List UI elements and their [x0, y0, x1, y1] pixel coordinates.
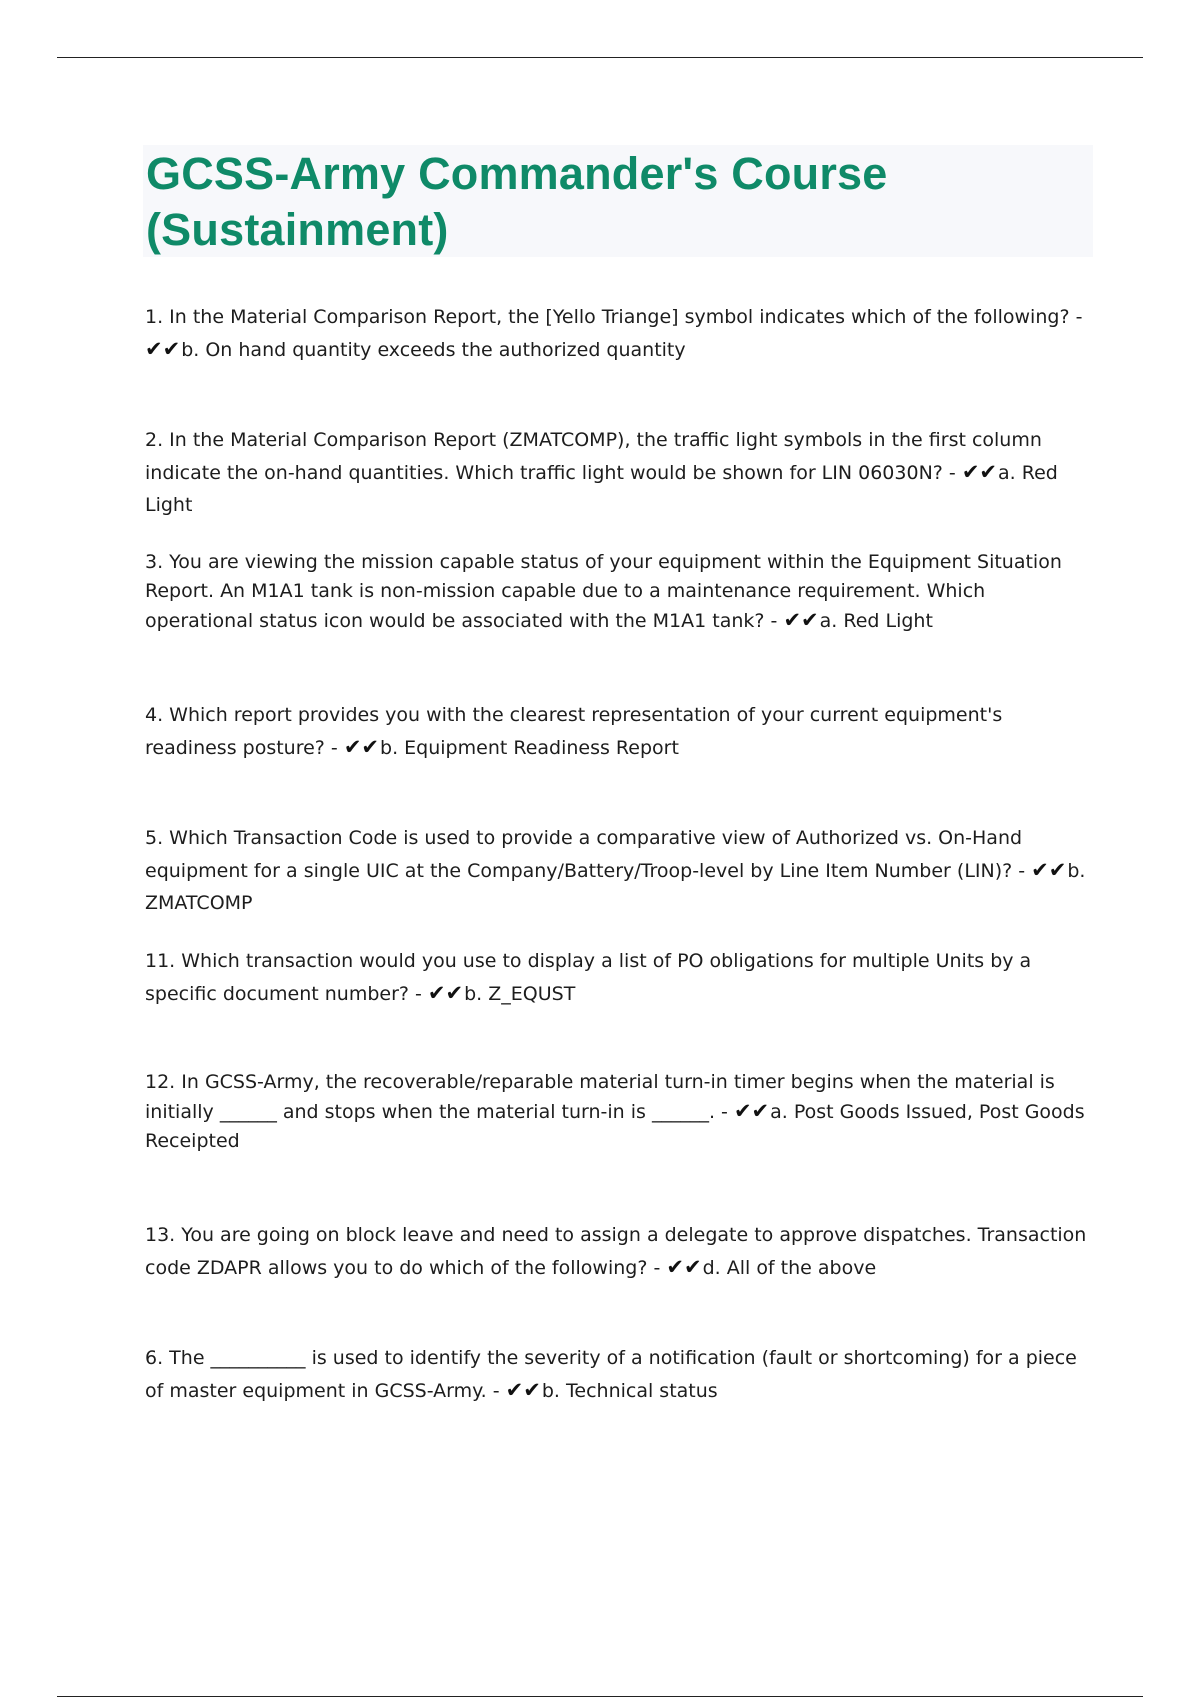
qa-item-6 — [145, 1342, 1091, 1407]
double-check-icon: ✔✔ — [783, 608, 819, 632]
question-text: 5. Which Transaction Code is used to provide a comparative view of Authorized vs. On-Hand equipment for a single UIC at the Company/Battery/Troop-level by Line Item Number (LIN)? - — [145, 827, 1026, 882]
answer-text: a. Post Goods Issued, Post Goods Receipted — [145, 1101, 1085, 1152]
double-check-icon: ✔✔ — [666, 1255, 702, 1279]
double-check-icon: ✔✔ — [343, 735, 380, 759]
qa-item-13 — [145, 1219, 1091, 1284]
answer-text: b. On hand quantity exceeds the authorized quantity — [181, 339, 686, 361]
double-check-icon: ✔✔ — [145, 337, 181, 361]
question-text: 6. The __________ is used to identify the severity of a notification (fault or shortcoming) for a piece of master equipment in GCSS-Army. - — [145, 1347, 1077, 1402]
question-text: 11. Which transaction would you use to display a list of PO obligations for multiple Units by a specific document number? - — [145, 950, 1032, 1005]
answer-text: a. Red Light — [819, 610, 933, 632]
double-check-icon: ✔✔ — [733, 1099, 770, 1123]
double-check-icon: ✔✔ — [961, 460, 998, 484]
question-text: 12. In GCSS-Army, the recoverable/reparable material turn-in timer begins when the material is initially ______ and stops when the material turn-in is ______. - — [145, 1071, 1055, 1123]
question-text: 3. You are viewing the mission capable status of your equipment within the Equipment Situation Report. An M1A1 tank is non-mission capable due to a maintenance requirement. Which operational status icon would be associated with the M1A1 tank? - — [145, 551, 1062, 632]
qa-item-12 — [145, 1068, 1091, 1156]
question-text: 13. You are going on block leave and need to assign a delegate to approve dispatches. Transaction code ZDAPR allows you to do which of the following? - — [145, 1224, 1087, 1279]
qa-item-2 — [145, 424, 1091, 521]
answer-text: d. All of the above — [702, 1257, 877, 1279]
top-rule — [57, 57, 1143, 58]
question-text: 1. In the Material Comparison Report, the [Yello Triange] symbol indicates which of the following? - — [145, 306, 1083, 328]
double-check-icon: ✔✔ — [505, 1378, 541, 1402]
answer-text: b. Z_EQUST — [464, 983, 576, 1005]
qa-item-11 — [145, 945, 1091, 1010]
qa-item-1 — [145, 301, 1091, 366]
answer-text: b. ZMATCOMP — [145, 860, 1086, 914]
qa-item-4 — [145, 699, 1091, 764]
answer-text: a. Red Light — [145, 462, 1058, 516]
double-check-icon: ✔✔ — [1031, 858, 1067, 882]
answer-text: b. Technical status — [541, 1380, 718, 1402]
question-text: 4. Which report provides you with the clearest representation of your current equipment's readiness posture? - — [145, 704, 1003, 759]
answer-text: b. Equipment Readiness Report — [380, 737, 679, 759]
bottom-rule — [57, 1696, 1143, 1697]
qa-item-3 — [145, 548, 1091, 636]
document-title: GCSS-Army Commander's Course (Sustainment) — [146, 148, 888, 255]
question-text: 2. In the Material Comparison Report (ZMATCOMP), the traffic light symbols in the first column indicate the on-hand quantities. Which traffic light would be shown for LIN 06030N? - — [145, 429, 1042, 484]
qa-item-5 — [145, 822, 1091, 919]
double-check-icon: ✔✔ — [427, 981, 464, 1005]
